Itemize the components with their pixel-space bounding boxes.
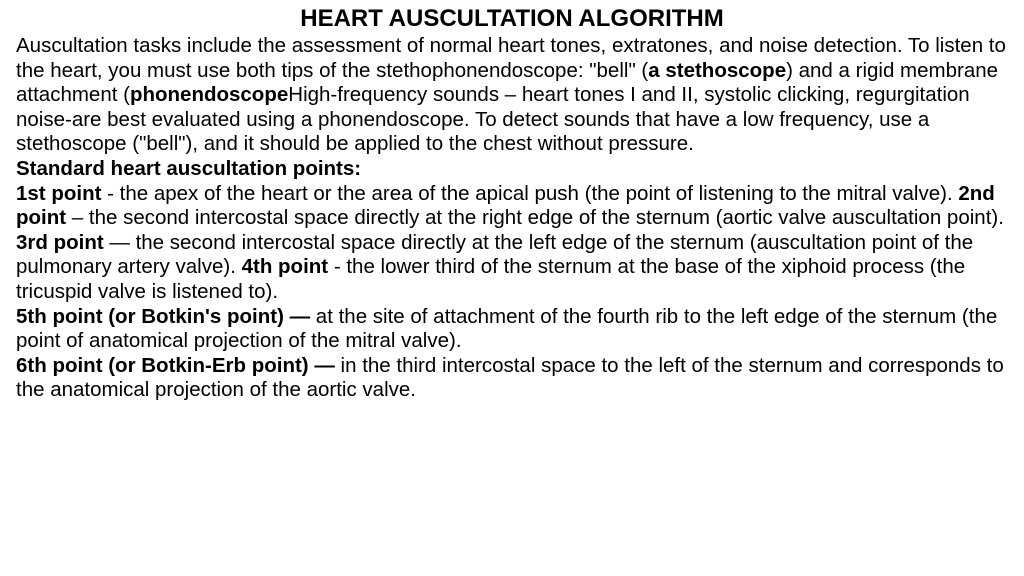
point-3-text: — the second intercostal space directly at the left edge of the sternum (auscultation point of the pulmonary artery valve). bbox=[16, 230, 974, 279]
intro-paragraph bbox=[16, 34, 1016, 157]
page-title: HEART AUSCULTATION ALGORITHM bbox=[300, 5, 724, 32]
points-1-4-paragraph bbox=[16, 182, 1016, 305]
point-1-label: 1st point bbox=[16, 181, 102, 205]
intro-bold-stethoscope: a stethoscope bbox=[648, 58, 787, 82]
point-3-label: 3rd point bbox=[16, 230, 104, 254]
point-6-label: 6th point (or Botkin-Erb point) — bbox=[16, 353, 335, 377]
intro-bold-phonendoscope: phonendoscope bbox=[129, 83, 289, 107]
points-heading: Standard heart auscultation points: bbox=[16, 156, 362, 180]
point-5-paragraph bbox=[16, 305, 1016, 354]
point-4-text: - the lower third of the sternum at the base of the xiphoid process (the tricuspid valve is listened to). bbox=[16, 255, 966, 303]
point-4-label: 4th point bbox=[241, 255, 329, 279]
point-6-paragraph bbox=[16, 354, 1016, 403]
intro-text-3: High-frequency sounds – heart tones I and II, systolic clicking, regurgitation noise-are best evaluated using a phonendoscope. To detect sounds that have a low frequency, use a stethoscope ("bell"), and it should be applied to the chest without pressure. bbox=[16, 83, 970, 156]
point-2-text: – the second intercostal space directly at the right edge of the sternum (aortic valve auscultation point). bbox=[66, 206, 1004, 230]
intro-text-2: ) and a rigid membrane attachment ( bbox=[16, 58, 999, 107]
point-5-text: at the site of attachment of the fourth rib to the left edge of the sternum (the point of anatomical projection of the mitral valve). bbox=[16, 304, 998, 353]
body-text bbox=[16, 34, 1016, 403]
point-1-text: - the apex of the heart or the area of the apical push (the point of listening to the mitral valve). bbox=[101, 181, 959, 205]
point-2-label: 2nd point bbox=[16, 181, 995, 230]
point-6-text: in the third intercostal space to the left of the sternum and corresponds to the anatomical projection of the aortic valve. bbox=[16, 353, 1004, 402]
intro-text-1: Auscultation tasks include the assessment of normal heart tones, extratones, and noise detection. To listen to the heart, you must use both tips of the stethophonendoscope: "bell" ( bbox=[16, 34, 1006, 82]
point-5-label: 5th point (or Botkin's point) — bbox=[16, 304, 311, 328]
